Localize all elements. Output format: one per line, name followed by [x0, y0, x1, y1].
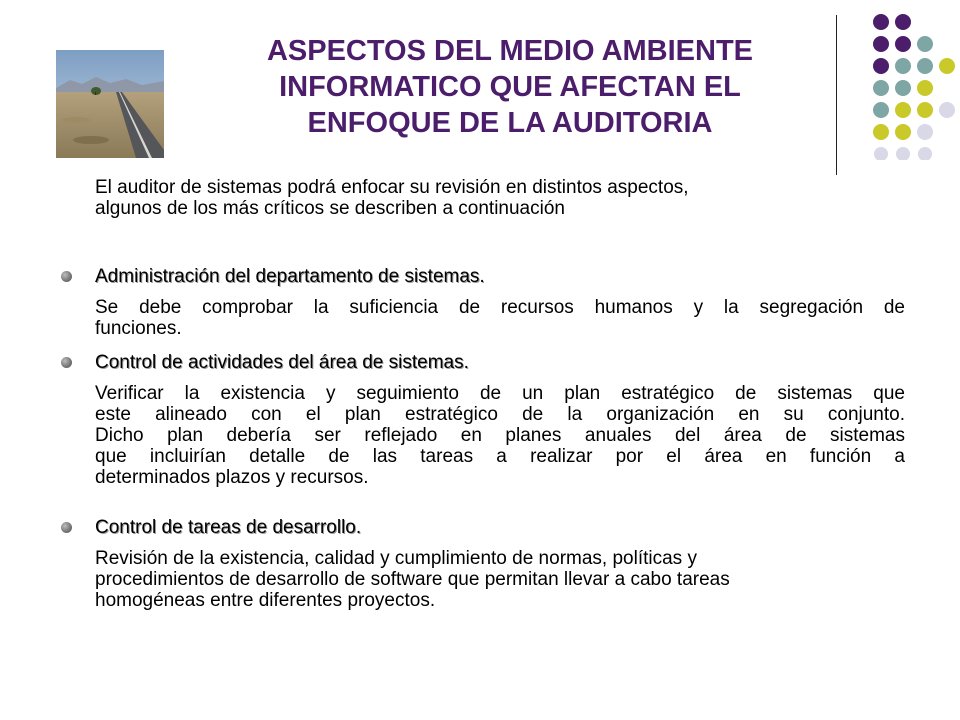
item-heading-text: Administración del departamento de sistemas.	[95, 266, 485, 287]
item-administracion	[95, 266, 905, 339]
body-line: procedimientos de desarrollo de software que permitan llevar a cabo tareas	[95, 569, 730, 590]
dot-row-1	[873, 14, 911, 30]
dot-row-7	[874, 147, 932, 160]
item-heading	[95, 352, 905, 373]
divider-line	[836, 15, 837, 175]
title-line: INFORMATICO QUE AFECTAN EL	[279, 71, 741, 103]
item-body	[95, 297, 905, 339]
item-body	[95, 383, 905, 488]
item-control-actividades	[95, 352, 905, 488]
body-line: Verificar la existencia y seguimiento de un plan estratégico de sistemas que	[95, 383, 905, 404]
body-line: Se debe comprobar la suficiencia de recursos humanos y la segregación de	[95, 297, 905, 318]
intro-line: El auditor de sistemas podrá enfocar su revisión en distintos aspectos,	[95, 177, 689, 198]
intro-paragraph	[95, 177, 845, 219]
dot-row-2	[873, 36, 933, 52]
body-line: que incluirían detalle de las tareas a realizar por el área en función a	[95, 446, 905, 467]
bullet-icon	[61, 271, 72, 282]
dot-grid-decoration	[845, 10, 955, 160]
item-heading	[95, 517, 905, 538]
item-body	[95, 548, 905, 611]
item-heading-text: Control de actividades del área de sistemas.	[95, 352, 469, 373]
bullet-icon	[61, 357, 72, 368]
body-line: Revisión de la existencia, calidad y cumplimiento de normas, políticas y	[95, 548, 697, 569]
body-line: este alineado con el plan estratégico de la organización en su conjunto.	[95, 404, 905, 425]
slide-title	[200, 33, 820, 141]
dot-row-3	[873, 58, 955, 74]
road-landscape-photo	[56, 50, 164, 158]
bullet-icon	[61, 522, 72, 533]
dot-row-6	[873, 124, 933, 140]
title-line: ASPECTOS DEL MEDIO AMBIENTE	[266, 35, 754, 67]
body-line: determinados plazos y recursos.	[95, 467, 369, 488]
item-heading-text: Control de tareas de desarrollo.	[95, 517, 362, 538]
intro-line: algunos de los más críticos se describen a continuación	[95, 198, 565, 219]
body-line: funciones.	[95, 318, 182, 339]
title-line: ENFOQUE DE LA AUDITORIA	[307, 107, 713, 139]
dot-row-5	[873, 102, 955, 118]
body-line: Dicho plan debería ser reflejado en planes anuales del área de sistemas	[95, 425, 905, 446]
item-control-tareas	[95, 517, 905, 611]
body-line: homogéneas entre diferentes proyectos.	[95, 590, 436, 611]
item-heading	[95, 266, 905, 287]
dot-row-4	[873, 80, 933, 96]
